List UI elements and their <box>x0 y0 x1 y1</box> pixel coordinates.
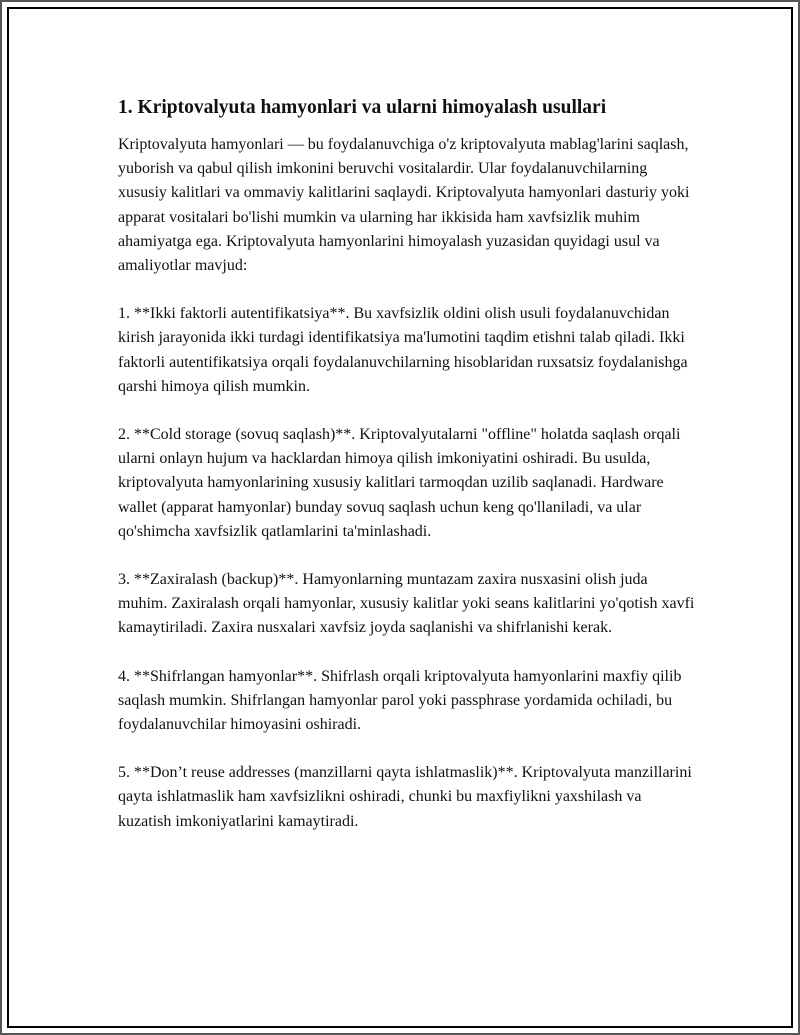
document-body <box>118 95 698 858</box>
section-title: 1. Kriptovalyuta hamyonlari va ularni himoyalash usullari <box>118 97 607 118</box>
item-encrypted-wallets: 4. **Shifrlangan hamyonlar**. Shifrlash orqali kriptovalyuta hamyonlarini maxfiy qilib saqlash mumkin. Shifrlangan hamyonlar parol yoki passphrase yordamida ochiladi, bu foydalanuvchilar himoyasini oshiradi. <box>118 667 682 734</box>
intro-paragraph: Kriptovalyuta hamyonlari — bu foydalanuvchiga o'z kriptovalyuta mablag'larini saqlash, yuborish va qabul qilish imkonini beruvchi vositalardir. Ular foydalanuvchilarning xususiy kalitlari va ommaviy kalitlarini saqlaydi. Kriptovalyuta hamyonlari dasturiy yoki apparat vositalari bo'lishi mumkin va ularning har ikkisida ham xavfsizlik muhim ahamiyatga ega. Kriptovalyuta hamyonlarini himoyalash yuzasidan quyidagi usul va amaliyotlar mavjud: <box>118 136 690 275</box>
item-two-factor-auth: 1. **Ikki faktorli autentifikatsiya**. Bu xavfsizlik oldini olish usuli foydalanuvchidan kirish jarayonida ikki turdagi identifikatsiya ma'lumotini taqdim etishni talab qiladi. Ikki faktorli autentifikatsiya orqali foydalanuvchilarning hisoblaridan ruxsatsiz foydalanishga qarshi himoya qilish mumkin. <box>118 305 688 395</box>
item-cold-storage: 2. **Cold storage (sovuq saqlash)**. Kriptovalyutalarni "offline" holatda saqlash orqali ularni onlayn hujum va hacklardan himoya qilish imkoniyatini oshiradi. Bu usulda, kriptovalyuta hamyonlarining xususiy kalitlari tarmoqdan uzilib saqlanadi. Hardware wallet (apparat hamyonlar) bunday sovuq saqlash uchun keng qo'llaniladi, va ular qo'shimcha xavfsizlik qatlamlarini ta'minlashadi. <box>118 426 681 540</box>
item-backup: 3. **Zaxiralash (backup)**. Hamyonlarning muntazam zaxira nusxasini olish juda muhim. Zaxiralash orqali hamyonlar, xususiy kalitlar yoki seans kalitlarini yo'qotish xavfi kamaytiriladi. Zaxira nusxalari xavfsiz joyda saqlanishi va shifrlanishi kerak. <box>118 571 695 637</box>
item-address-reuse: 5. **Don’t reuse addresses (manzillarni qayta ishlatmaslik)**. Kriptovalyuta manzillarini qayta ishlatmaslik ham xavfsizlikni oshiradi, chunki bu maxfiylikni yaxshilash va kuzatish imkoniyatlarini kamaytiradi. <box>118 764 692 830</box>
